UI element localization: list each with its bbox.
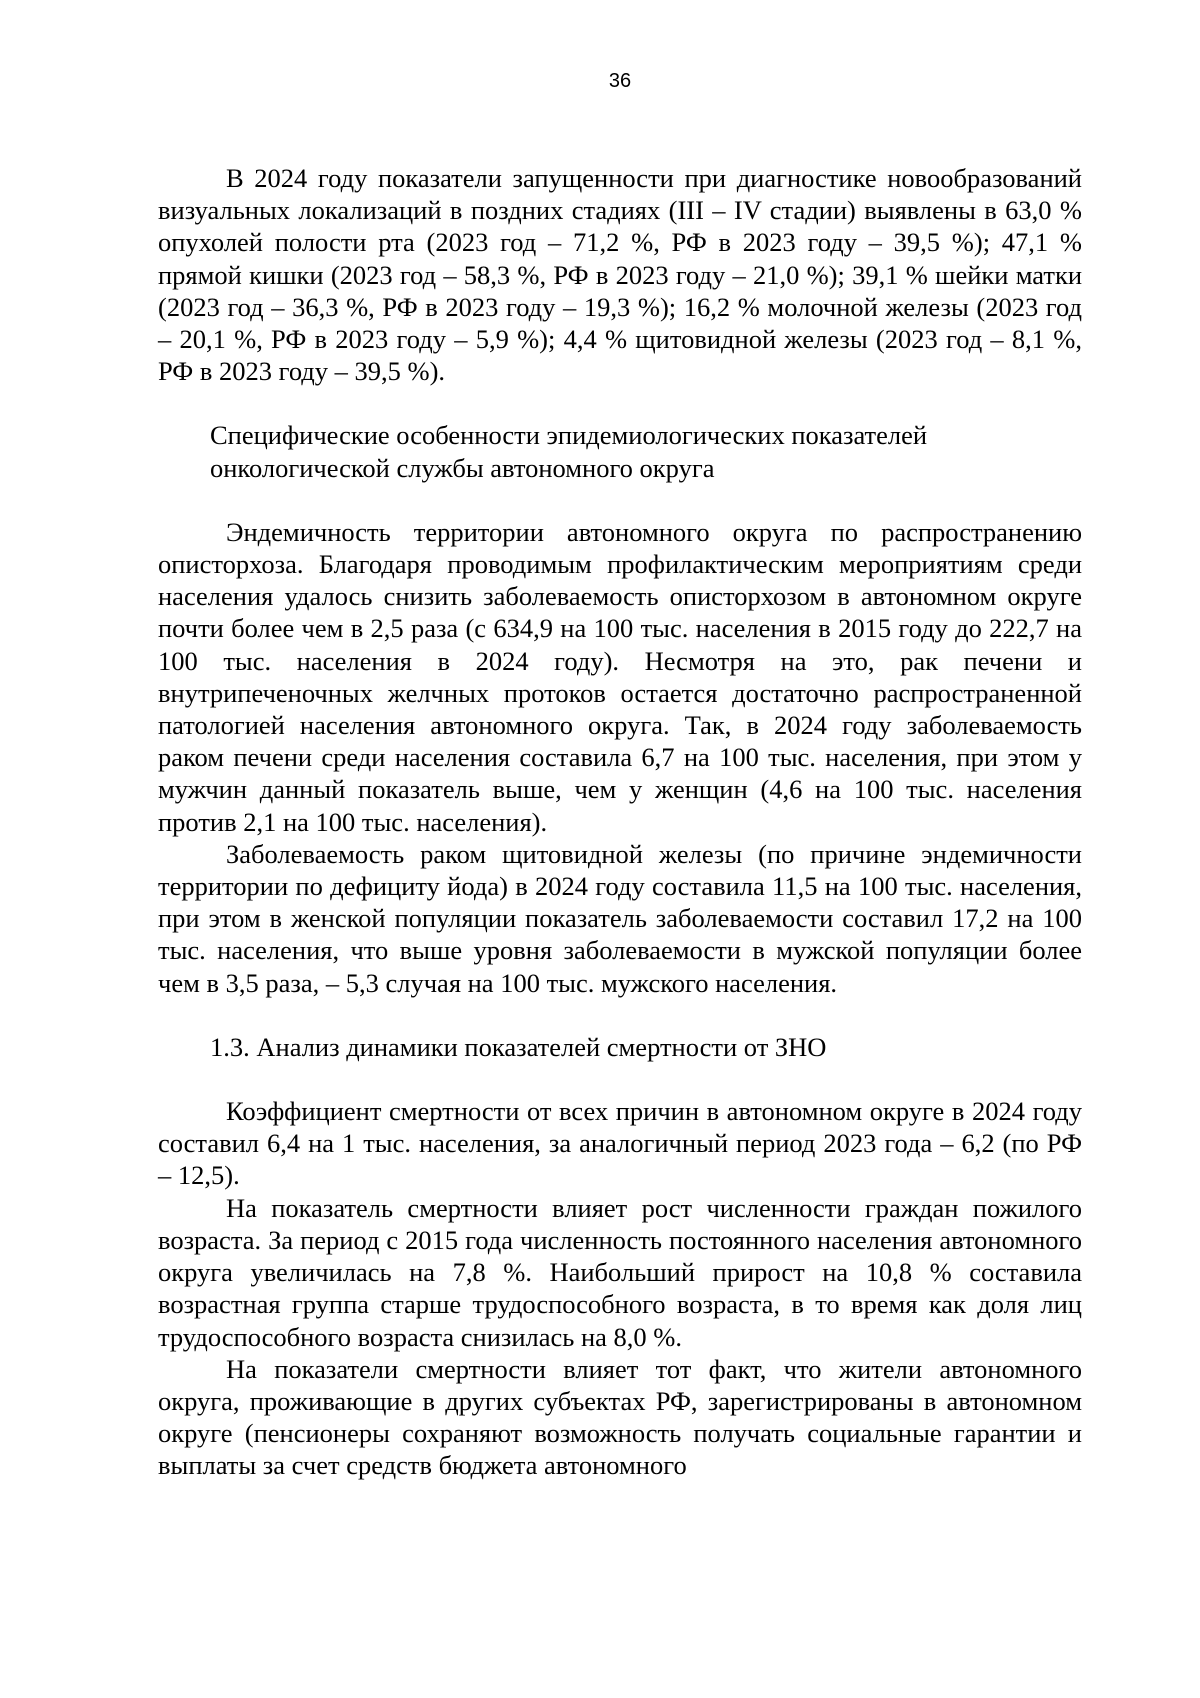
paragraph-registration-factor: На показатели смертности влияет тот факт, что жители автономного округа, проживающие в других субъектах РФ, зарегистрированы в автономном округе (пенсионеры сохраняют возможность получать социальные гарантии и выплаты за счет средств бюджета автономного <box>158 1353 1082 1481</box>
section-heading-mortality-analysis: 1.3. Анализ динамики показателей смертности от ЗНО <box>210 1031 827 1062</box>
paragraph-mortality-coefficient: Коэффициент смертности от всех причин в автономном округе в 2024 году составил 6,4 на 1 тыс. населения, за аналогичный период 2023 года – 6,2 (по РФ – 12,5). <box>158 1096 1082 1191</box>
paragraph-thyroid-cancer: Заболеваемость раком щитовидной железы (по причине эндемичности территории по дефициту йода) в 2024 году составила 11,5 на 100 тыс. населения, при этом в женской популяции показатель заболеваемости составил 17,2 на 100 тыс. населения, что выше уровня заболеваемости в мужской популяции более чем в 3,5 раза, – 5,3 случая на 100 тыс. мужского населения. <box>158 838 1082 998</box>
paragraph-opisthorchiasis: Эндемичность территории автономного округа по распространению описторхоза. Благодаря проводимым профилактическим мероприятиям среди населения удалось снизить заболеваемость описторхозом в автономном округе почти более чем в 2,5 раза (с 634,9 на 100 тыс. населения в 2015 году до 222,7 на 100 тыс. населения в 2024 году). Несмотря на это, рак печени и внутрипеченочных желчных протоков остается достаточно распространенной патологией населения автономного округа. Так, в 2024 году заболеваемость раком печени среди населения составила 6,7 на 100 тыс. населения, при этом у мужчин данный показатель выше, чем у женщин (4,6 на 100 тыс. населения против 2,1 на 100 тыс. населения). <box>158 516 1082 837</box>
paragraph-elderly-population: На показатель смертности влияет рост численности граждан пожилого возраста. За период с 2015 года численность постоянного населения автономного округа увеличилась на 7,8 %. Наибольший прирост на 10,8 % составила возрастная группа старше трудоспособного возраста, в то время как доля лиц трудоспособного возраста снизилась на 8,0 %. <box>158 1192 1082 1352</box>
page-number: 36 <box>608 70 632 92</box>
paragraph-late-stage-diagnostics: В 2024 году показатели запущенности при диагностике новообразований визуальных локализаций в поздних стадиях (III – IV стадии) выявлены в 63,0 % опухолей полости рта (2023 год – 71,2 %, РФ в 2023 году – 39,5 %); 47,1 % прямой кишки (2023 год – 58,3 %, РФ в 2023 году – 21,0 %); 39,1 % шейки матки (2023 год – 36,3 %, РФ в 2023 году – 19,3 %); 16,2 % молочной железы (2023 год – 20,1 %, РФ в 2023 году – 5,9 %); 4,4 % щитовидной железы (2023 год – 8,1 %, РФ в 2023 году – 39,5 %). <box>158 163 1082 387</box>
section-heading-line-1: Специфические особенности эпидемиологических показателей <box>210 420 928 451</box>
document-body <box>158 162 1082 1482</box>
section-heading-specific-features <box>158 419 1082 483</box>
section-heading-line-2: онкологической службы автономного округа <box>210 452 715 483</box>
